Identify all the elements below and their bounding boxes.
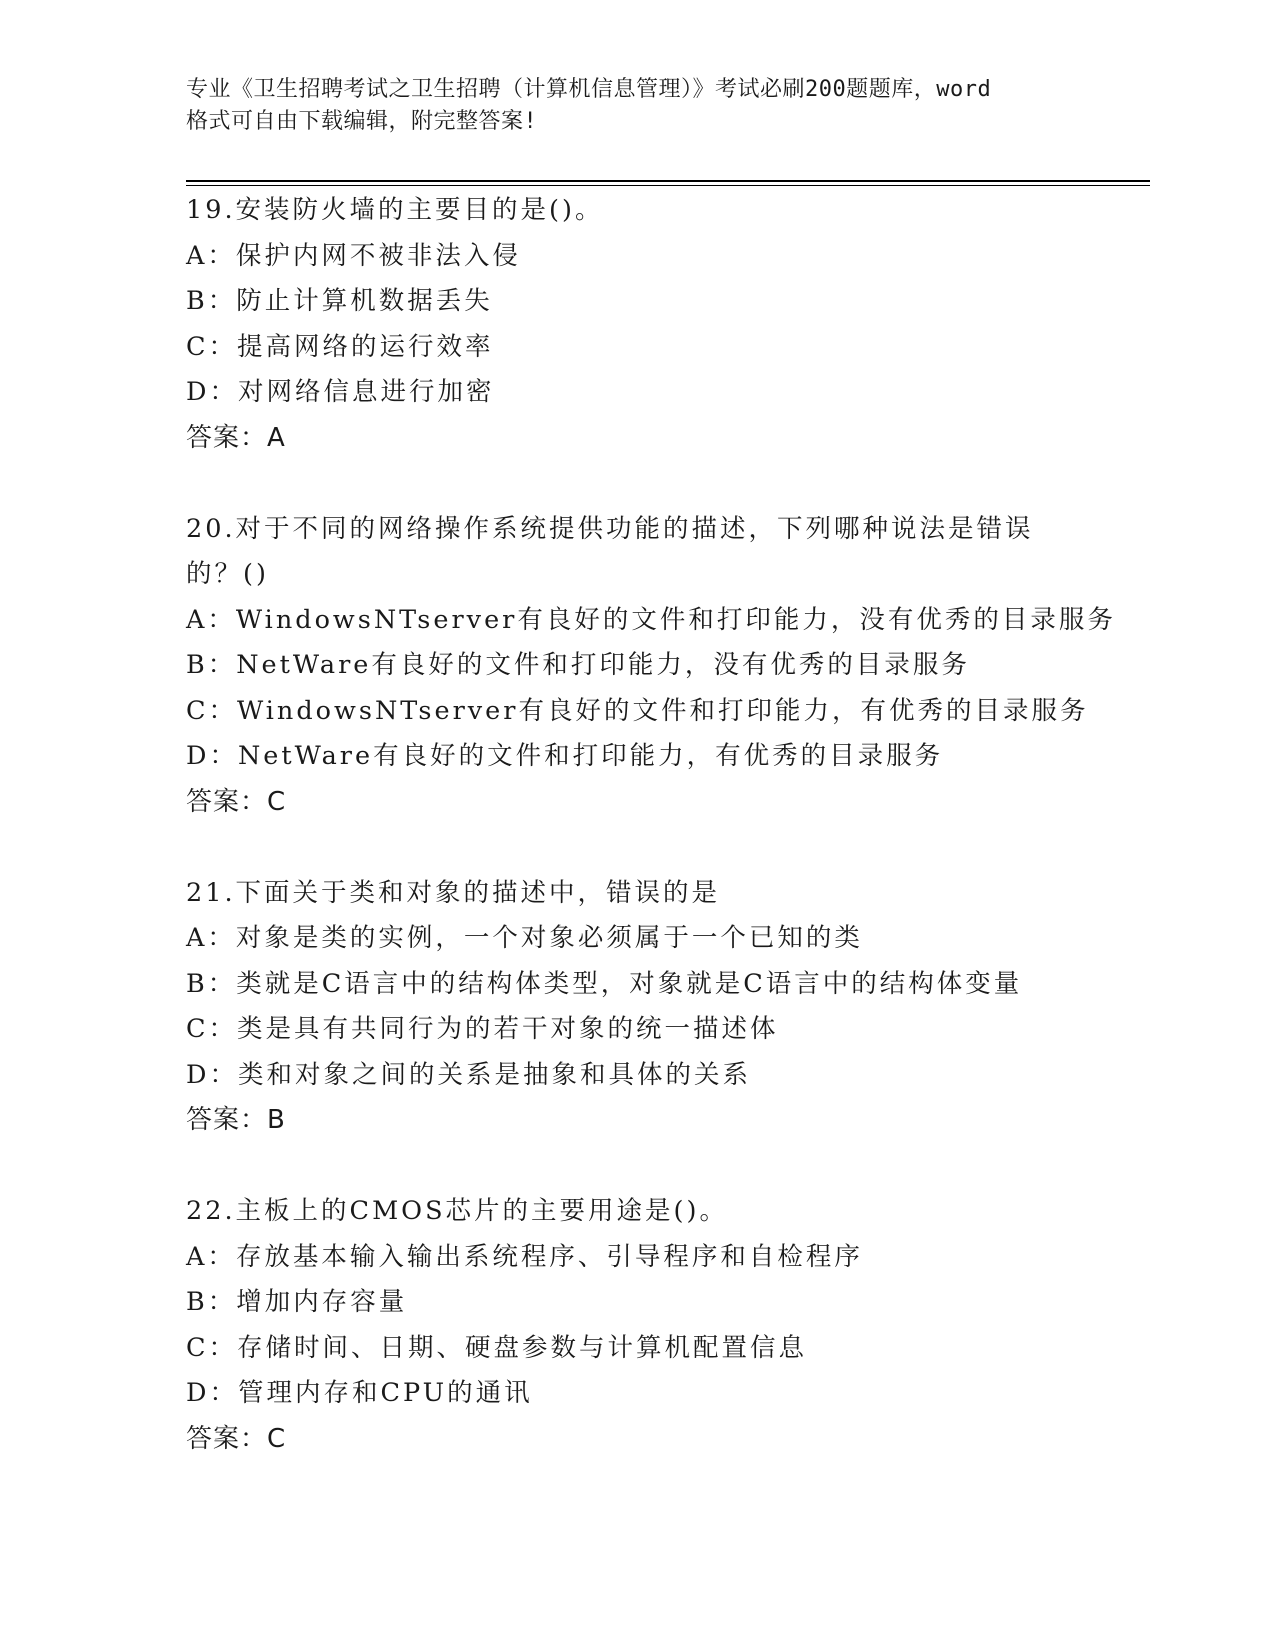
option-c: C：存储时间、日期、硬盘参数与计算机配置信息 bbox=[186, 1332, 808, 1363]
header-line-2: 格式可自由下载编辑，附完整答案! bbox=[186, 109, 538, 134]
question-stem: 22.主板上的CMOS芯片的主要用途是()。 bbox=[186, 1196, 728, 1226]
question-20 bbox=[186, 507, 1116, 826]
question-21 bbox=[186, 871, 1086, 1144]
option-a: A：对象是类的实例，一个对象必须属于一个已知的类 bbox=[186, 923, 863, 953]
answer-label: 答案：A bbox=[186, 422, 286, 453]
header-divider-thin bbox=[186, 185, 1150, 186]
question-19 bbox=[186, 188, 1086, 461]
option-b: B：防止计算机数据丢失 bbox=[186, 286, 493, 316]
option-c: C：类是具有共同行为的若干对象的统一描述体 bbox=[186, 1014, 779, 1044]
option-a: A：WindowsNTserver有良好的文件和打印能力，没有优秀的目录服务 bbox=[186, 604, 1116, 635]
question-stem: 19.安装防火墙的主要目的是()。 bbox=[186, 195, 604, 225]
option-c: C：WindowsNTserver有良好的文件和打印能力，有优秀的目录服务 bbox=[186, 695, 1089, 726]
option-c: C：提高网络的运行效率 bbox=[186, 331, 494, 362]
option-b: B：增加内存容量 bbox=[186, 1287, 408, 1317]
option-a: A：保护内网不被非法入侵 bbox=[186, 240, 521, 271]
answer-label: 答案：C bbox=[186, 1423, 287, 1454]
option-b: B：NetWare有良好的文件和打印能力，没有优秀的目录服务 bbox=[186, 650, 970, 680]
option-d: D：NetWare有良好的文件和打印能力，有优秀的目录服务 bbox=[186, 741, 944, 771]
answer-label: 答案：C bbox=[186, 786, 287, 817]
option-d: D：类和对象之间的关系是抽象和具体的关系 bbox=[186, 1059, 751, 1090]
question-list bbox=[186, 188, 1116, 1508]
header-line-1: 专业《卫生招聘考试之卫生招聘（计算机信息管理）》考试必刷200题题库，word bbox=[186, 77, 992, 102]
option-a: A：存放基本输入输出系统程序、引导程序和自检程序 bbox=[186, 1241, 863, 1272]
option-d: D：对网络信息进行加密 bbox=[186, 377, 495, 407]
header-divider-thick bbox=[186, 180, 1150, 182]
option-d: D：管理内存和CPU的通讯 bbox=[186, 1378, 533, 1408]
question-stem: 20.对于不同的网络操作系统提供功能的描述，下列哪种说法是错误的？() bbox=[186, 513, 1034, 589]
question-22 bbox=[186, 1189, 1086, 1462]
answer-label: 答案：B bbox=[186, 1105, 286, 1135]
option-b: B：类就是C语言中的结构体类型，对象就是C语言中的结构体变量 bbox=[186, 968, 1023, 999]
document-header bbox=[186, 74, 1086, 138]
question-stem: 21.下面关于类和对象的描述中，错误的是 bbox=[186, 877, 721, 908]
